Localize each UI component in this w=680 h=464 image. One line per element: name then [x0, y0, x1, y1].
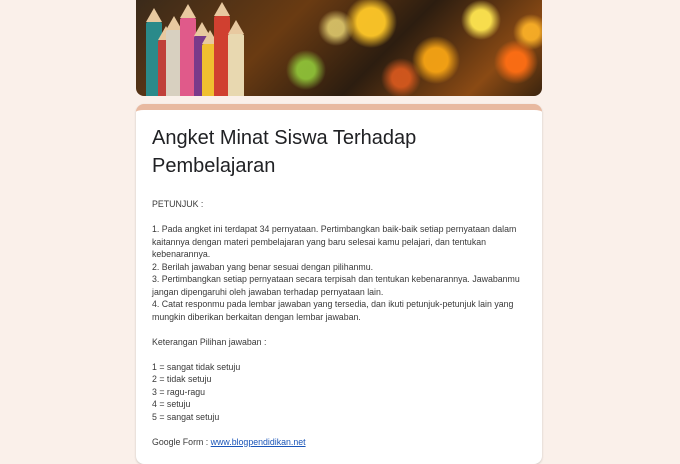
answer-option: 2 = tidak setuju	[152, 374, 212, 384]
pencil-cream	[228, 34, 244, 96]
petunjuk-item: 2. Berilah jawaban yang benar sesuai dengan pilihanmu.	[152, 261, 374, 272]
answer-option: 5 = sangat setuju	[152, 411, 220, 422]
form-description	[152, 198, 532, 448]
form-header-card	[136, 104, 542, 464]
keterangan-heading: Keterangan Pilihan jawaban :	[152, 336, 267, 347]
footer-label: Google Form :	[152, 436, 211, 447]
footer-link[interactable]: www.blogpendidikan.net	[210, 436, 306, 447]
header-banner-image	[136, 0, 542, 96]
answer-option: 4 = setuju	[152, 399, 191, 409]
petunjuk-item: 1. Pada angket ini terdapat 34 pernyataan. Pertimbangkan baik-baik setiap pernyataan dalam kaitannya dengan materi pembelajaran yang baru selesai kamu pelajari, dan tentukan kebenarannya.	[152, 224, 517, 259]
answer-option: 3 = ragu-ragu	[152, 386, 206, 397]
petunjuk-heading: PETUNJUK :	[152, 199, 204, 209]
form-title: Angket Minat Siswa Terhadap Pembelajaran	[152, 127, 417, 177]
petunjuk-item: 4. Catat responmu pada lembar jawaban yang tersedia, dan ikuti petunjuk-petunjuk lain yang mungkin diberikan berkaitan dengan lembar jawaban.	[152, 299, 514, 322]
petunjuk-item: 3. Pertimbangkan setiap pernyataan secara terpisah dan tentukan kebenarannya. Jawabanmu jangan dipengaruhi oleh jawaban terhadap pernyataan lain.	[152, 274, 520, 297]
answer-option: 1 = sangat tidak setuju	[152, 361, 241, 372]
footer-line	[152, 436, 532, 449]
